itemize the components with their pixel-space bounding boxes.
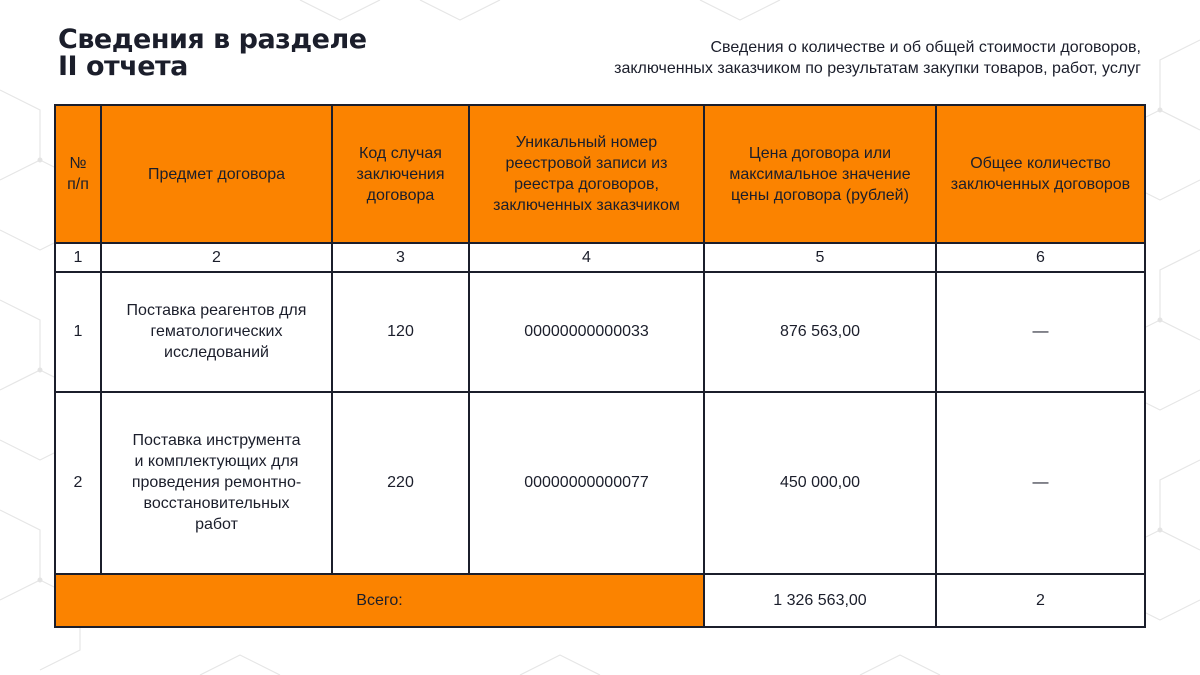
column-number: 5 xyxy=(705,244,937,273)
column-number: 1 xyxy=(56,244,102,273)
table-row xyxy=(56,273,1144,393)
total-label: Всего: xyxy=(56,575,705,626)
row-registry-number: 00000000000033 xyxy=(470,273,705,393)
row-num: 1 xyxy=(56,273,102,393)
column-header-registry-number: Уникальный номер реестровой записи из реестра договоров, заключенных заказчиком xyxy=(470,106,705,244)
row-code: 220 xyxy=(333,393,470,575)
column-numbers-row xyxy=(56,244,1144,273)
column-number: 2 xyxy=(102,244,333,273)
column-number: 3 xyxy=(333,244,470,273)
contracts-table xyxy=(54,104,1146,628)
column-header-num: № п/п xyxy=(56,106,102,244)
column-number: 4 xyxy=(470,244,705,273)
table-row xyxy=(56,393,1144,575)
total-price: 1 326 563,00 xyxy=(705,575,937,626)
row-price: 450 000,00 xyxy=(705,393,937,575)
row-price: 876 563,00 xyxy=(705,273,937,393)
total-row xyxy=(56,575,1144,626)
row-registry-number: 00000000000077 xyxy=(470,393,705,575)
row-num: 2 xyxy=(56,393,102,575)
page-title-line-1: Сведения в разделе xyxy=(58,24,367,55)
row-subject xyxy=(102,393,333,575)
row-count: — xyxy=(937,273,1144,393)
row-subject-text: Поставка реагентов для гематологических исследований xyxy=(126,302,307,362)
column-header-price: Цена договора или максимальное значение цены договора (рублей) xyxy=(705,106,937,244)
column-header-code: Код случая заключения договора xyxy=(333,106,470,244)
page-title xyxy=(58,26,367,80)
total-count: 2 xyxy=(1036,591,1045,609)
table-header-row xyxy=(56,106,1144,244)
column-header-count: Общее количество заключенных договоров xyxy=(937,106,1144,244)
page-subtitle-line-2: заключенных заказчиком по результатам закупки товаров, работ, услуг xyxy=(614,60,1141,77)
row-count: — xyxy=(937,393,1144,575)
column-number: 6 xyxy=(937,244,1144,273)
page-subtitle xyxy=(614,37,1141,79)
page-subtitle-line-1: Сведения о количестве и об общей стоимости договоров, xyxy=(710,39,1141,56)
row-subject-text: Поставка инструмента и комплектующих для проведения ремонтно-восстановительных работ xyxy=(131,432,302,534)
row-subject xyxy=(102,273,333,393)
row-code: 120 xyxy=(333,273,470,393)
column-header-subject: Предмет договора xyxy=(102,106,333,244)
page-title-line-2: II отчета xyxy=(58,51,188,82)
